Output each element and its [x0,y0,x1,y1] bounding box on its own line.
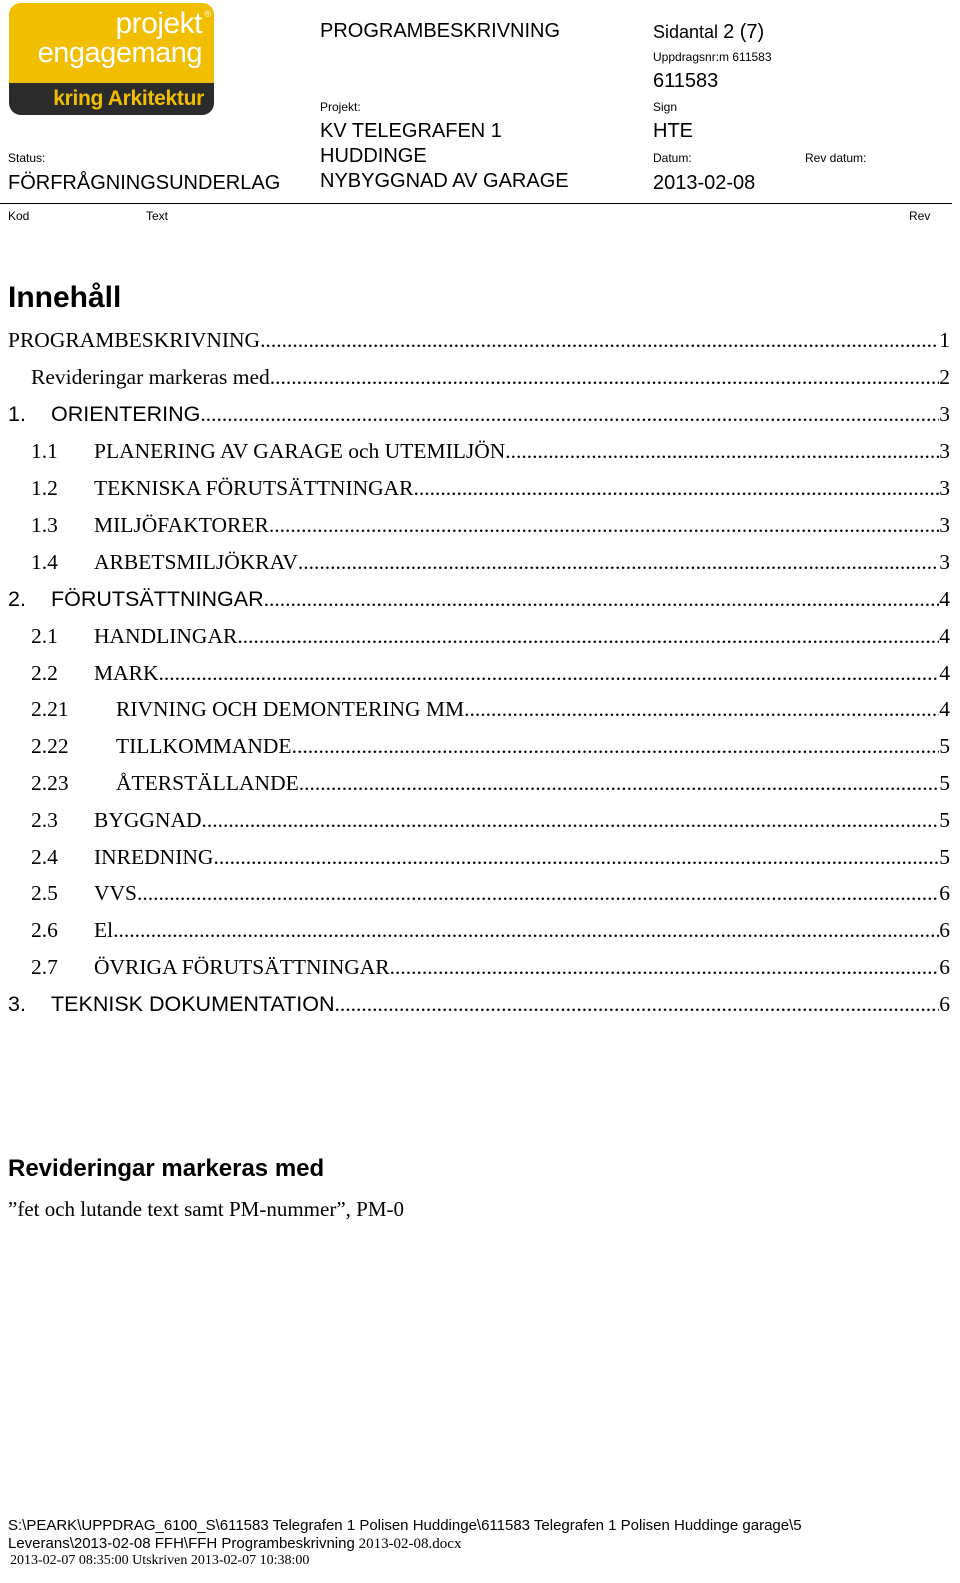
toc-leader-dots [237,624,939,649]
toc-entry-4[interactable] [31,439,950,469]
toc-entry-number: 1.3 [31,513,58,537]
toc-entry-page: 6 [939,881,950,905]
toc-leader-dots [464,697,939,722]
toc-entry-page: 4 [939,587,950,611]
date-label: Datum: [653,151,692,165]
toc-entry-page: 5 [939,734,950,758]
column-kod: Kod [8,209,30,223]
toc-leader-dots [202,808,940,833]
status-label: Status: [8,151,46,165]
toc-heading: Innehåll [8,281,122,314]
project-name-line2: HUDDINGE [320,145,427,167]
toc-leader-dots [269,513,939,538]
toc-leader-dots [414,476,940,501]
toc-leader-dots [270,365,939,390]
toc-entry-page: 3 [939,476,950,500]
footer-file-path-folder: Leverans\2013-02-08 FFH\FFH Programbeskrivning [8,1535,355,1552]
toc-entry-11[interactable] [31,697,950,727]
toc-entry-page: 5 [939,808,950,832]
page-count [653,21,764,44]
toc-entry-title: BYGGNAD [94,808,202,832]
toc-entry-16[interactable] [31,881,950,911]
toc-leader-dots [213,845,939,870]
toc-entry-5[interactable] [31,476,950,506]
toc-entry-title: TILLKOMMANDE [116,734,292,758]
date-value: 2013-02-08 [653,172,756,194]
toc-entry-number: 2.2 [31,661,58,685]
footer-file-name: 2013-02-08.docx [358,1536,462,1552]
toc-entry-number: 2.6 [31,918,58,942]
toc-entry-title: El [94,918,114,942]
toc-entry-18[interactable] [31,955,950,985]
toc-leader-dots [113,918,939,943]
toc-entry-page: 4 [939,624,950,648]
logo-text-line2: engagemang [37,37,202,69]
project-name-line3: NYBYGGNAD AV GARAGE [320,170,569,192]
toc-entry-9[interactable] [31,624,950,654]
toc-entry-number: 2.23 [31,771,69,795]
toc-entry-page: 6 [939,918,950,942]
toc-entry-8[interactable] [8,587,950,617]
toc-entry-2[interactable] [31,365,950,395]
toc-entry-12[interactable] [31,734,950,764]
toc-entry-15[interactable] [31,845,950,875]
toc-entry-number: 2.7 [31,955,58,979]
logo-bottom-band [9,83,214,115]
page-count-label: Sidantal [653,22,719,42]
toc-entry-title: HANDLINGAR [94,624,238,648]
footer-file-path-line2 [8,1535,461,1553]
toc-entry-number: 2.22 [31,734,69,758]
footer-print-dates: 2013-02-07 08:35:00 Utskriven 2013-02-07 10:38:00 [10,1553,310,1568]
toc-entry-7[interactable] [31,550,950,580]
toc-entry-title: RIVNING OCH DEMONTERING MM [116,697,465,721]
toc-entry-title: FÖRUTSÄTTNINGAR [51,587,264,611]
toc-entry-page: 6 [939,992,950,1016]
toc-entry-number: 2.3 [31,808,58,832]
toc-entry-page: 3 [939,402,950,426]
column-text: Text [146,209,169,223]
assignment-label: Uppdragsnr:m 611583 [653,50,772,64]
logo-text-line3: kring Arkitektur [53,87,204,110]
toc-entry-page: 4 [939,697,950,721]
revisions-heading: Revideringar markeras med [8,1155,325,1182]
toc-entry-6[interactable] [31,513,950,543]
toc-entry-title: Revideringar markeras med [31,365,270,389]
toc-entry-title: ÖVRIGA FÖRUTSÄTTNINGAR [94,955,390,979]
toc-entry-page: 1 [939,328,950,352]
project-name-line1: KV TELEGRAFEN 1 [320,120,502,142]
toc-entry-number: 2.5 [31,881,58,905]
document-title: PROGRAMBESKRIVNING [320,20,561,42]
toc-leader-dots [137,881,939,906]
toc-leader-dots [390,955,940,980]
toc-entry-13[interactable] [31,771,950,801]
column-rev: Rev [909,209,931,223]
logo-registered-mark: ® [204,9,211,19]
toc-entry-14[interactable] [31,808,950,838]
project-label: Projekt: [320,100,361,114]
toc-leader-dots [200,402,939,427]
header-divider [0,203,952,204]
toc-leader-dots [159,661,940,686]
page-count-value: 2 (7) [723,21,765,43]
toc-leader-dots [299,771,940,796]
toc-entry-number: 2. [8,587,26,611]
toc-entry-page: 2 [939,365,950,389]
logo-top-band [9,3,214,83]
toc-entry-3[interactable] [8,402,950,432]
toc-entry-19[interactable] [8,992,950,1022]
toc-leader-dots [298,550,939,575]
toc-entry-page: 4 [939,661,950,685]
revisions-text: ”fet och lutande text samt PM-nummer”, PM-0 [8,1197,404,1221]
toc-entry-title: TEKNISK DOKUMENTATION [51,992,335,1016]
toc-leader-dots [264,587,940,612]
toc-entry-number: 3. [8,992,26,1016]
toc-entry-title: TEKNISKA FÖRUTSÄTTNINGAR [94,476,414,500]
toc-entry-page: 3 [939,439,950,463]
toc-entry-title: ARBETSMILJÖKRAV [94,550,298,574]
toc-entry-title: ORIENTERING [51,402,201,426]
toc-entry-page: 3 [939,550,950,574]
toc-entry-title: PLANERING AV GARAGE och UTEMILJÖN [94,439,506,463]
sign-value: HTE [653,120,693,142]
toc-entry-title: MARK [94,661,159,685]
toc-entry-number: 1. [8,402,26,426]
toc-entry-page: 5 [939,771,950,795]
toc-entry-page: 6 [939,955,950,979]
toc-entry-number: 2.1 [31,624,58,648]
toc-entry-number: 1.2 [31,476,58,500]
logo-text-line1: projekt [115,7,202,40]
toc-entry-17[interactable] [31,918,950,948]
assignment-number: 611583 [653,70,719,92]
toc-entry-page: 5 [939,845,950,869]
toc-entry-number: 1.1 [31,439,58,463]
toc-entry-1[interactable] [8,328,950,358]
toc-entry-title: INREDNING [94,845,214,869]
toc-entry-title: PROGRAMBESKRIVNING [8,328,261,352]
toc-entry-number: 2.4 [31,845,58,869]
sign-label: Sign [653,100,678,114]
footer-file-path-line1: S:\PEARK\UPPDRAG_6100_S\611583 Telegrafen 1 Polisen Huddinge\611583 Telegrafen 1 Polisen Huddinge garage\5 [8,1517,802,1534]
toc-leader-dots [260,328,939,353]
rev-date-label: Rev datum: [805,151,867,165]
toc-leader-dots [292,734,940,759]
company-logo [9,3,214,115]
toc-entry-number: 1.4 [31,550,58,574]
status-value: FÖRFRÅGNINGSUNDERLAG [8,172,281,194]
toc-entry-title: VVS [94,881,138,905]
toc-entry-page: 3 [939,513,950,537]
toc-entry-title: MILJÖFAKTORER [94,513,269,537]
toc-leader-dots [335,992,940,1017]
toc-entry-title: ÅTERSTÄLLANDE [116,771,299,795]
toc-entry-10[interactable] [31,661,950,691]
toc-entry-number: 2.21 [31,697,69,721]
toc-leader-dots [505,439,939,464]
